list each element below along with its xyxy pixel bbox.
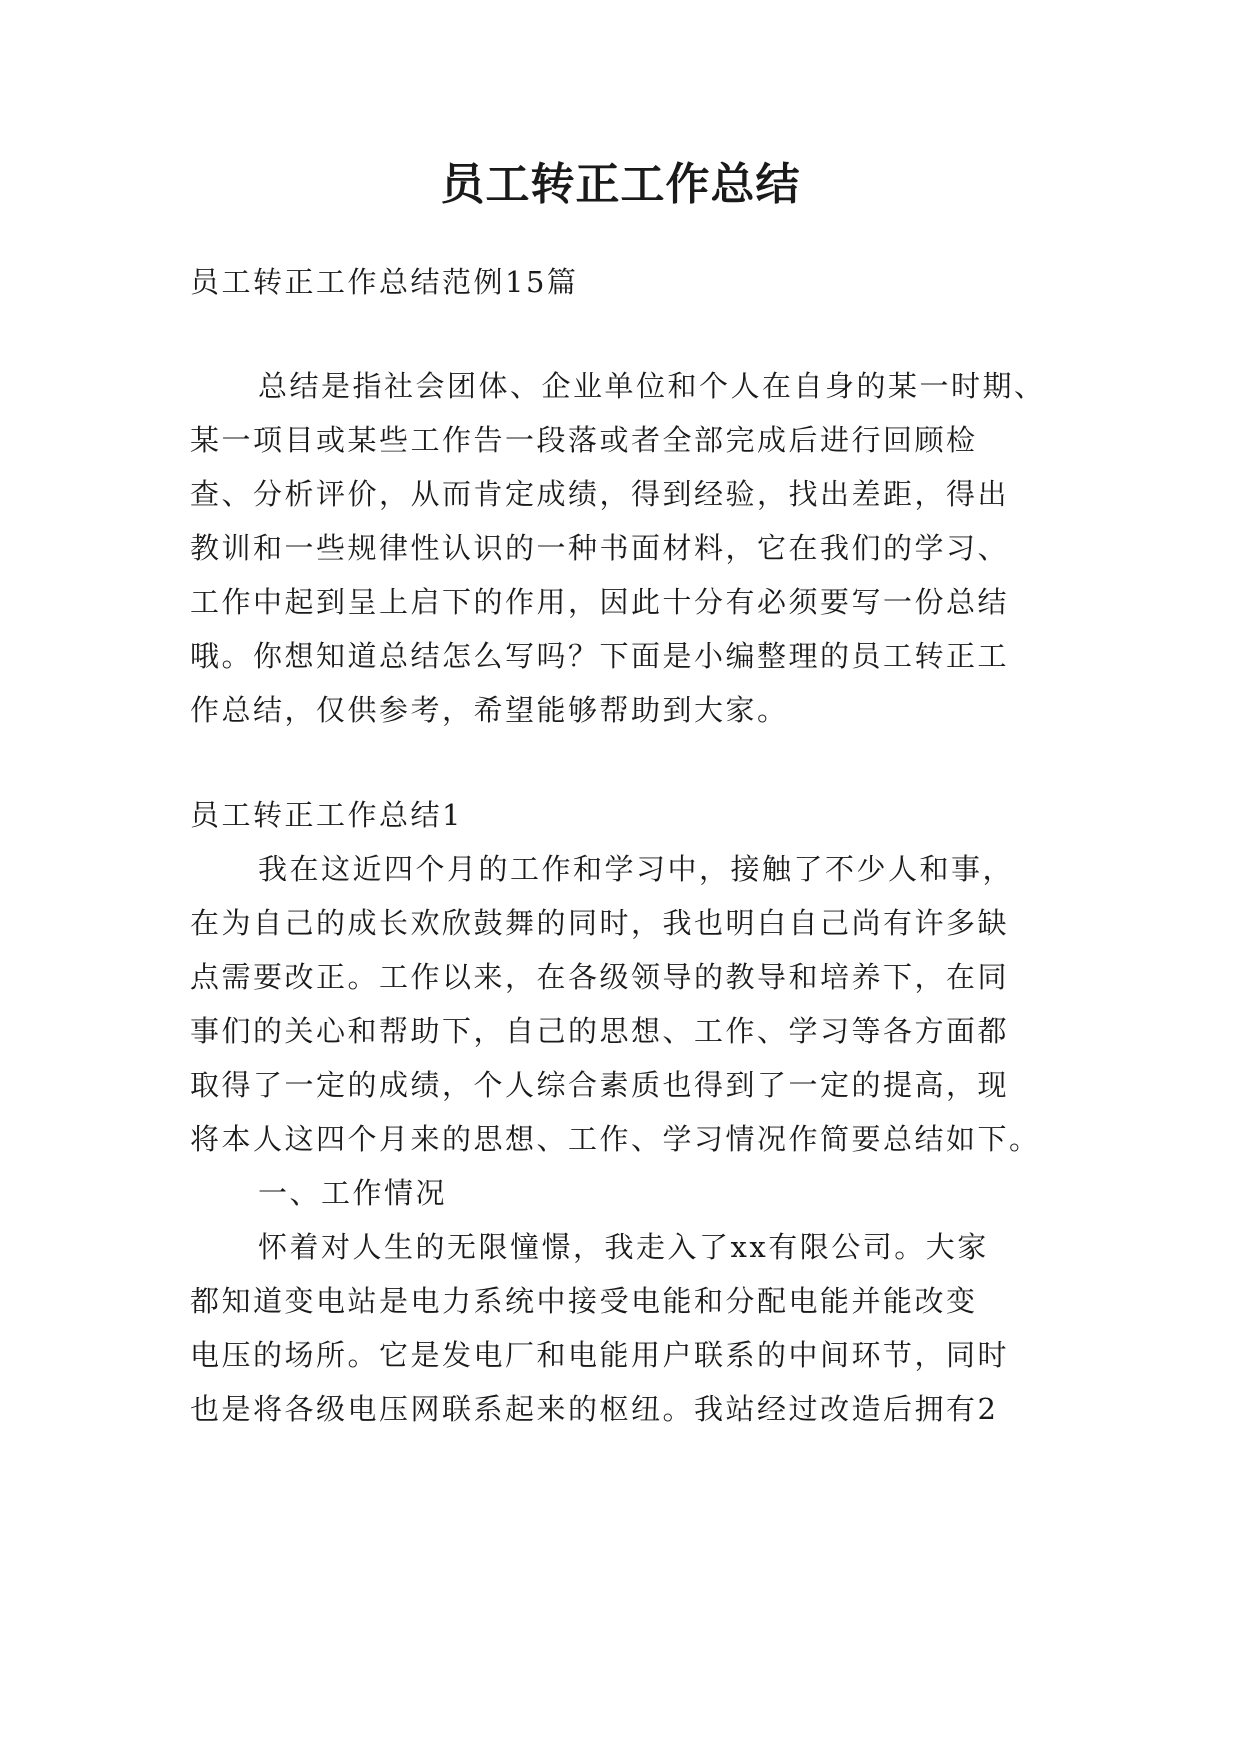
intro-line: 查、分析评价，从而肯定成绩，得到经验，找出差距，得出 [190, 477, 1010, 511]
paragraph-line: 也是将各级电压网联系起来的枢纽。我站经过改造后拥有2 [190, 1392, 999, 1426]
intro-line: 总结是指社会团体、企业单位和个人在自身的某一时期、 [258, 369, 1046, 403]
paragraph-line: 点需要改正。工作以来，在各级领导的教导和培养下，在同 [190, 960, 1010, 994]
section-heading: 员工转正工作总结1 [190, 798, 463, 832]
paragraph-line: 将本人这四个月来的思想、工作、学习情况作简要总结如下。 [190, 1122, 1041, 1156]
paragraph-line: 怀着对人生的无限憧憬，我走入了xx有限公司。大家 [258, 1230, 989, 1264]
intro-line: 作总结，仅供参考，希望能够帮助到大家。 [190, 693, 789, 727]
intro-line: 哦。你想知道总结怎么写吗？下面是小编整理的员工转正工 [190, 639, 1010, 673]
subheading: 一、工作情况 [258, 1176, 448, 1210]
document-title: 员工转正工作总结 [440, 159, 801, 210]
paragraph-line: 都知道变电站是电力系统中接受电能和分配电能并能改变 [190, 1284, 978, 1318]
paragraph-line: 电压的场所。它是发电厂和电能用户联系的中间环节，同时 [190, 1338, 1010, 1372]
document-subtitle: 员工转正工作总结范例15篇 [190, 265, 579, 299]
paragraph-line: 取得了一定的成绩，个人综合素质也得到了一定的提高，现 [190, 1068, 1010, 1102]
paragraph-line: 在为自己的成长欢欣鼓舞的同时，我也明白自己尚有许多缺 [190, 906, 1010, 940]
intro-line: 工作中起到呈上启下的作用，因此十分有必须要写一份总结 [190, 585, 1010, 619]
paragraph-line: 事们的关心和帮助下，自己的思想、工作、学习等各方面都 [190, 1014, 1010, 1048]
intro-line: 教训和一些规律性认识的一种书面材料，它在我们的学习、 [190, 531, 1010, 565]
paragraph-line: 我在这近四个月的工作和学习中，接触了不少人和事， [258, 852, 1015, 886]
intro-line: 某一项目或某些工作告一段落或者全部完成后进行回顾检 [190, 423, 978, 457]
